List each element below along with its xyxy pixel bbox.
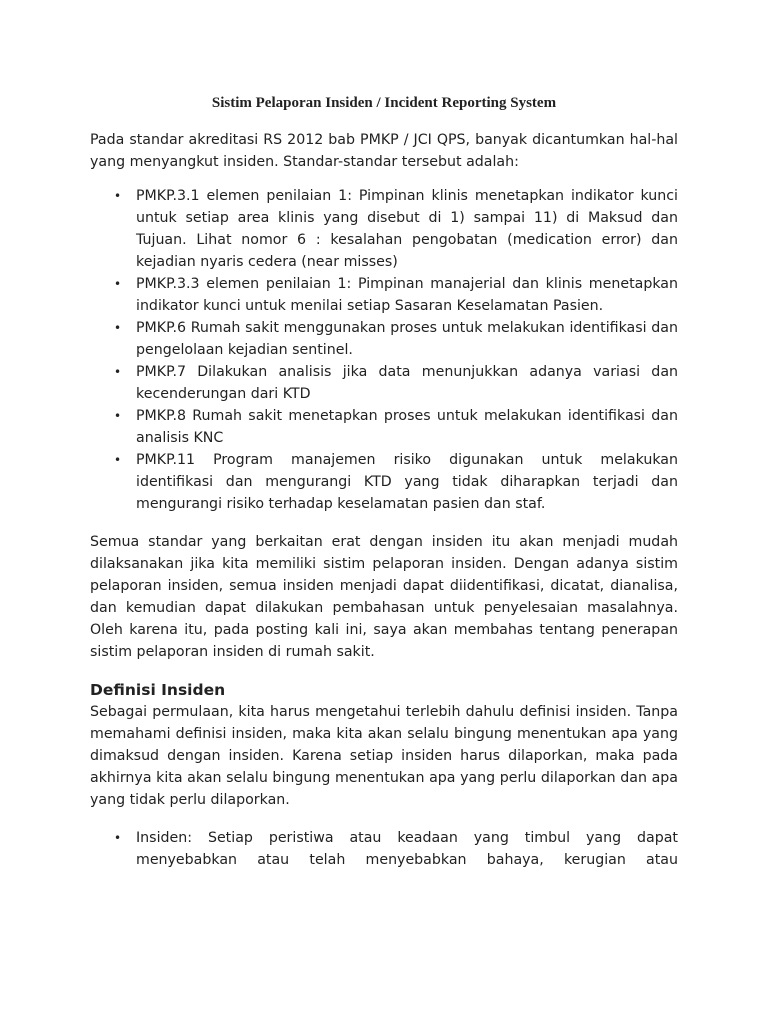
list-item <box>90 185 678 273</box>
bullet-icon: • <box>114 321 122 335</box>
bullet-icon: • <box>114 365 122 379</box>
bullet-icon: • <box>114 409 122 423</box>
definitions-list <box>90 827 678 871</box>
bullet-icon: • <box>114 189 122 203</box>
list-item <box>90 405 678 449</box>
list-item-text: PMKP.7 Dilakukan analisis jika data menunjukkan adanya variasi dan kecenderungan dari KTD <box>136 364 678 402</box>
list-item-text: PMKP.3.3 elemen penilaian 1: Pimpinan manajerial dan klinis menetapkan indikator kunci untuk menilai setiap Sasaran Keselamatan Pasien. <box>136 276 678 314</box>
bullet-icon: • <box>114 453 122 467</box>
document-page <box>90 92 678 871</box>
list-item-text: PMKP.3.1 elemen penilaian 1: Pimpinan klinis menetapkan indikator kunci untuk setiap area klinis yang disebut di 1) sampai 11) di Maksud dan Tujuan. Lihat nomor 6 : kesalahan pengobatan (medication error) dan kejadian nyaris cedera (near misses) <box>136 188 678 270</box>
standards-list <box>90 185 678 515</box>
spacer <box>90 663 678 679</box>
list-item <box>90 317 678 361</box>
spacer <box>90 515 678 531</box>
intro-paragraph: Pada standar akreditasi RS 2012 bab PMKP / JCI QPS, banyak dicantumkan hal-hal yang menyangkut insiden. Standar-standar tersebut adalah: <box>90 132 678 170</box>
section-heading: Definisi Insiden <box>90 681 226 699</box>
list-item-text: PMKP.11 Program manajemen risiko digunakan untuk melakukan identifikasi dan mengurangi KTD yang tidak diharapkan terjadi dan mengurangi risiko terhadap keselamatan pasien dan staf. <box>136 452 678 512</box>
list-item <box>90 361 678 405</box>
section-paragraph: Sebagai permulaan, kita harus mengetahui terlebih dahulu definisi insiden. Tanpa memahami definisi insiden, maka kita akan selalu bingung menentukan apa yang dimaksud dengan insiden. Karena setiap insiden harus dilaporkan, maka pada akhirnya kita akan selalu bingung menentukan apa yang perlu dilaporkan dan apa yang tidak perlu dilaporkan. <box>90 704 678 808</box>
list-item <box>90 449 678 515</box>
bullet-icon: • <box>114 277 122 291</box>
bullet-icon: • <box>114 831 122 845</box>
list-item <box>90 827 678 871</box>
summary-paragraph: Semua standar yang berkaitan erat dengan insiden itu akan menjadi mudah dilaksanakan jika kita memiliki sistim pelaporan insiden. Dengan adanya sistim pelaporan insiden, semua insiden menjadi dapat diidentifikasi, dicatat, dianalisa, dan kemudian dapat dilakukan pembahasan untuk penyelesaian masalahnya. Oleh karena itu, pada posting kali ini, saya akan membahas tentang penerapan sistim pelaporan insiden di rumah sakit. <box>90 534 678 660</box>
spacer <box>90 811 678 827</box>
list-item-text: PMKP.6 Rumah sakit menggunakan proses untuk melakukan identifikasi dan pengelolaan kejadian sentinel. <box>136 320 678 358</box>
list-item-text: PMKP.8 Rumah sakit menetapkan proses untuk melakukan identifikasi dan analisis KNC <box>136 408 678 446</box>
list-item-text: Insiden: Setiap peristiwa atau keadaan yang timbul yang dapat menyebabkan atau telah menyebabkan bahaya, kerugian atau <box>136 830 678 868</box>
list-item <box>90 273 678 317</box>
document-title: Sistim Pelaporan Insiden / Incident Reporting System <box>211 95 557 111</box>
